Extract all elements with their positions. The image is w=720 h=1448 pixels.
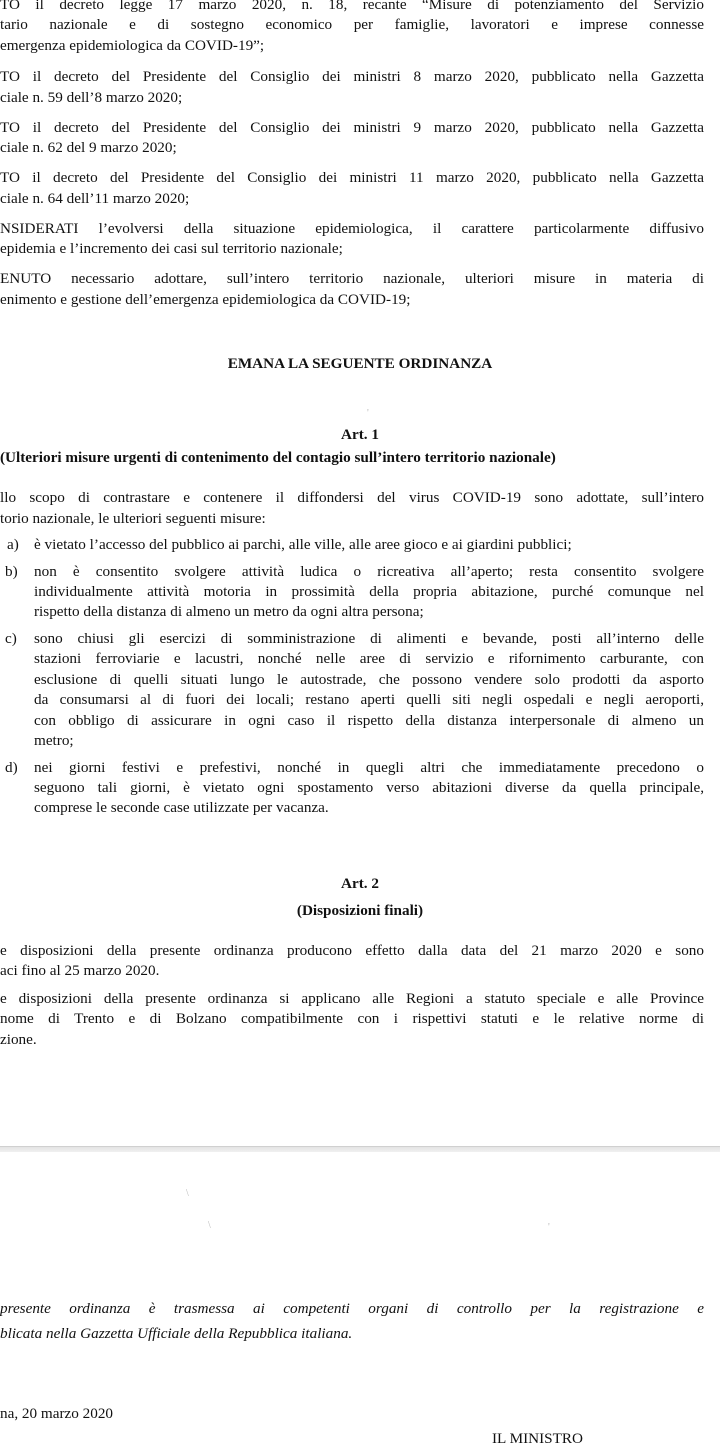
article-2-title: Art. 2 [341,875,379,892]
closing-line: presente ordinanza è trasmessa ai competenti organi di controllo per la registrazione e [0,1300,704,1317]
preamble-line: TO il decreto del Presidente del Consiglio dei ministri 9 marzo 2020, pubblicato nella Gazzetta [0,119,704,136]
preamble-line: TO il decreto del Presidente del Consiglio dei ministri 11 marzo 2020, pubblicato nella Gazzetta [0,169,704,186]
list-item-line: metro; [34,732,74,749]
list-item-line: stazioni ferroviarie e lacustri, nonché nelle aree di servizio e rifornimento carburante, con [34,650,704,667]
article-2-paragraph-line: aci fino al 25 marzo 2020. [0,962,160,979]
list-item-line: individualmente attività motoria in prossimità della propria abitazione, purché comunque nel [34,583,704,600]
document-page-2 [0,1152,720,1447]
article-1-intro-line: torio nazionale, le ulteriori seguenti misure: [0,510,266,527]
scan-speck: ' [548,1222,550,1233]
article-1-intro-line: llo scopo di contrastare e contenere il diffondersi del virus COVID-19 sono adottate, sull’intero [0,489,704,506]
article-2-paragraph-line: e disposizioni della presente ordinanza producono effetto dalla data del 21 marzo 2020 e sono [0,942,704,959]
preamble-line: tario nazionale e di sostegno economico per famiglie, lavoratori e imprese connesse [0,16,704,33]
article-2-paragraph-line: nome di Trento e di Bolzano compatibilmente con i rispettivi statuti e le relative norme di [0,1010,704,1027]
preamble-line: enimento e gestione dell’emergenza epidemiologica da COVID-19; [0,291,411,308]
list-item-label: c) [5,630,17,647]
preamble-line: TO il decreto legge 17 marzo 2020, n. 18, recante “Misure di potenziamento del Servizio [0,0,704,13]
article-1-subtitle: (Ulteriori misure urgenti di contenimento del contagio sull’intero territorio nazionale) [0,449,556,466]
preamble-line: ciale n. 59 dell’8 marzo 2020; [0,89,183,106]
list-item-line: sono chiusi gli esercizi di somministrazione di alimenti e bevande, posti all’interno delle [34,630,704,647]
article-2-paragraph-line: zione. [0,1031,37,1048]
closing-line: blicata nella Gazzetta Ufficiale della Repubblica italiana. [0,1325,353,1342]
list-item-line: esclusione di quelli situati lungo le autostrade, che possono vendere solo prodotti da asporto [34,671,704,688]
preamble-line: TO il decreto del Presidente del Consiglio dei ministri 8 marzo 2020, pubblicato nella Gazzetta [0,68,704,85]
list-item-line: da consumarsi al di fuori dei locali; restano aperti quelli siti negli ospedali e negli aeroporti, [34,691,704,708]
list-item-label: a) [7,536,19,553]
list-item-line: comprese le seconde case utilizzate per vacanza. [34,799,329,816]
list-item-line: seguono tali giorni, è vietato ogni spostamento verso abitazioni diverse da quella principale, [34,779,704,796]
preamble-line: ENUTO necessario adottare, sull’intero territorio nazionale, ulteriori misure in materia di [0,270,704,287]
article-1-title: Art. 1 [341,426,379,443]
scan-speck: ' [367,408,369,419]
list-item-line: nei giorni festivi e prefestivi, nonché in quegli altri che immediatamente precedono o [34,759,704,776]
article-2-subtitle: (Disposizioni finali) [296,902,424,919]
signature-title: IL MINISTRO [492,1430,583,1447]
ordinance-heading: EMANA LA SEGUENTE ORDINANZA [227,355,493,372]
scan-speck: \ [208,1220,211,1231]
preamble-line: NSIDERATI l’evolversi della situazione epidemiologica, il carattere particolarmente diffusivo [0,220,704,237]
preamble-line: emergenza epidemiologica da COVID-19”; [0,37,265,54]
place-date: na, 20 marzo 2020 [0,1405,114,1422]
scan-speck: \ [186,1188,189,1199]
preamble-line: epidemia e l’incremento dei casi sul territorio nazionale; [0,240,343,257]
list-item-line: rispetto della distanza di almeno un metro da ogni altra persona; [34,603,424,620]
preamble-line: ciale n. 64 dell’11 marzo 2020; [0,190,190,207]
article-2-paragraph-line: e disposizioni della presente ordinanza si applicano alle Regioni a statuto speciale e alle Province [0,990,704,1007]
list-item-line: con obbligo di assicurare in ogni caso il rispetto della distanza interpersonale di almeno un [34,712,704,729]
list-item-line: è vietato l’accesso del pubblico ai parchi, alle ville, alle aree gioco e ai giardini pubblici; [34,536,572,553]
list-item-line: non è consentito svolgere attività ludica o ricreativa all’aperto; resta consentito svolgere [34,563,704,580]
list-item-label: d) [5,759,18,776]
list-item-label: b) [5,563,18,580]
preamble-line: ciale n. 62 del 9 marzo 2020; [0,139,177,156]
